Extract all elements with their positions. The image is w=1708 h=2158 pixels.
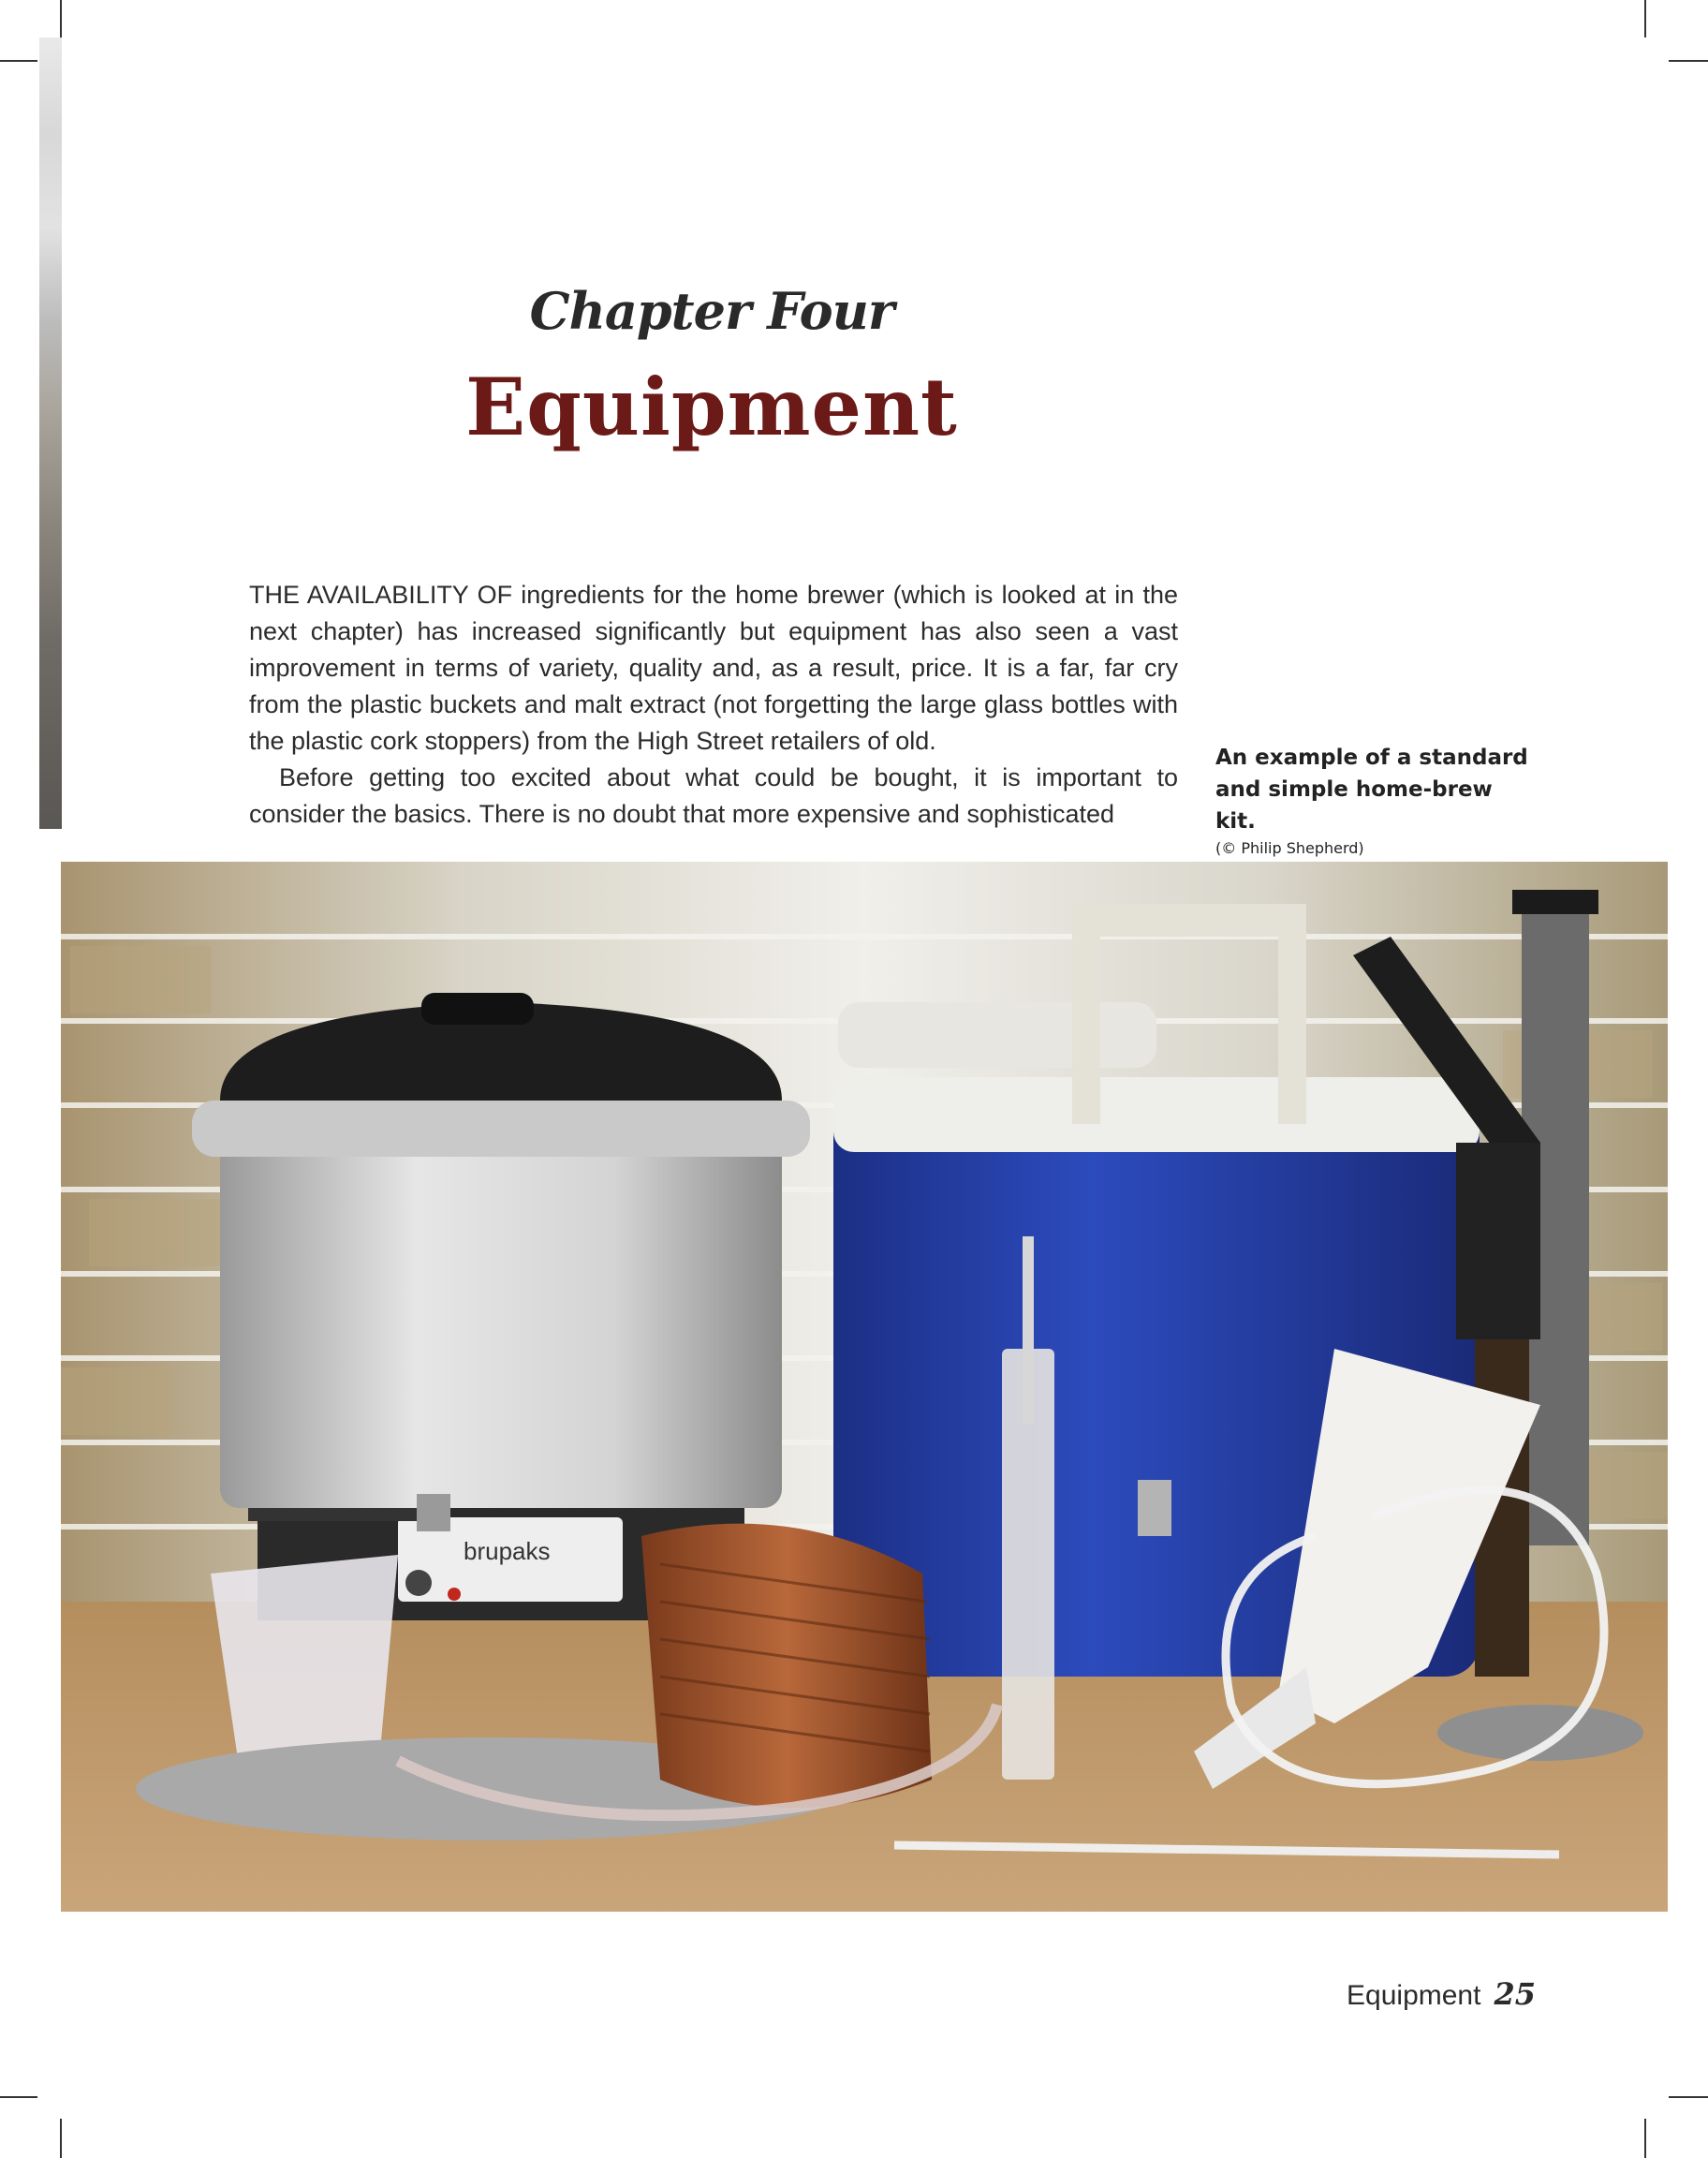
chapter-title: Equipment [465,361,958,453]
crop-mark [0,60,37,62]
folio-section: Equipment [1347,1980,1481,2011]
caption-title: An example of a standard and simple home-brew kit. [1215,746,1528,834]
crop-mark [1644,2119,1646,2158]
crop-mark [60,0,62,37]
body-paragraph: Before getting too excited about what could be bought, it is important to consider the basics. There is no doubt that more expensive and sophisticated [249,763,1178,828]
crop-mark [0,2096,37,2098]
crop-mark [1644,0,1646,37]
photo-caption [1215,742,1534,860]
body-paragraph: THE AVAILABILITY OF ingredients for the home brewer (which is looked at in the next chapter) has increased significantly but equipment has also seen a vast improvement in terms of variety, quality and, as a result, price. It is a far, far cry from the plastic buckets and malt extract (not forgetting the large glass bottles with the plastic cork stoppers) from the High Street retailers of old. [249,581,1178,755]
crop-mark [1669,60,1708,62]
page-number: 25 [1494,1976,1536,2012]
crop-mark [60,2119,62,2158]
boiler-brand-label: brupaks [464,1537,551,1565]
caption-credit: (© Philip Shepherd) [1215,839,1364,857]
body-text [249,577,1178,833]
folio [1217,1976,1536,2012]
crop-mark [1669,2096,1708,2098]
chapter-label: Chapter Four [529,281,894,341]
home-brew-kit-photo [61,862,1668,1912]
